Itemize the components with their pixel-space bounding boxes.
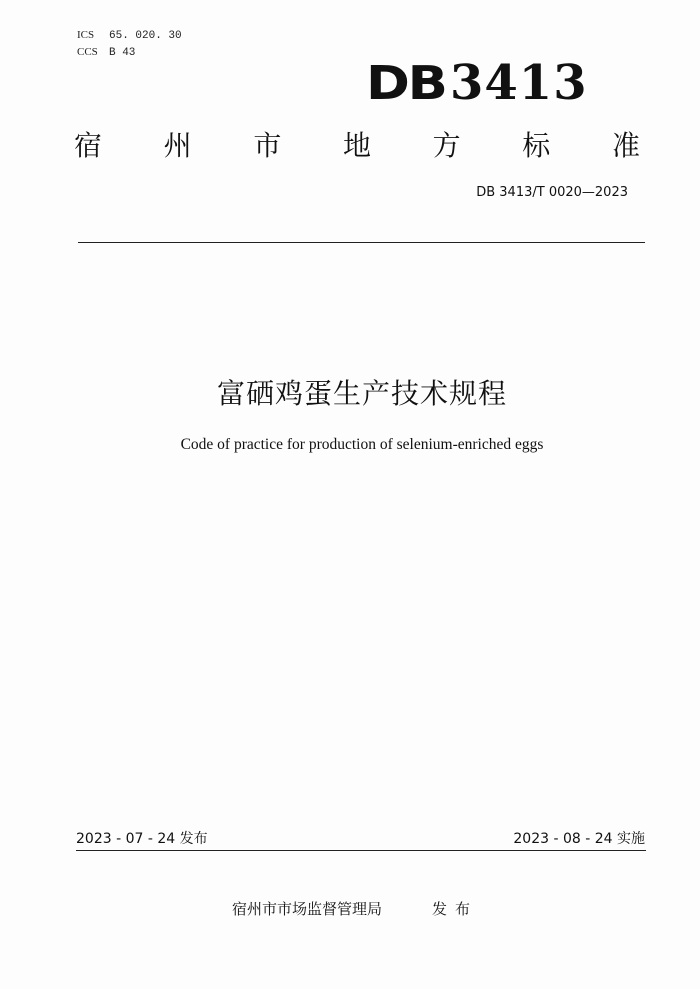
document-title-english: Code of practice for production of selenium-enriched eggs: [180, 436, 544, 453]
ics-value: 65. 020. 30: [109, 30, 182, 42]
ccs-label: CCS: [77, 46, 98, 58]
db-logo-prefix: DB: [366, 56, 446, 110]
issue-date: 2023 - 07 - 24 发布: [76, 831, 208, 847]
standard-type-char: 州: [163, 129, 192, 162]
ics-classification: [77, 29, 182, 42]
standard-type-char: 市: [253, 129, 282, 162]
standard-type-char: 准: [611, 129, 640, 162]
document-title-chinese: 富硒鸡蛋生产技术规程: [216, 377, 507, 410]
ics-label: ICS: [77, 29, 95, 41]
ccs-value: B 43: [109, 47, 136, 59]
bottom-divider: [76, 850, 646, 851]
standard-type-char: 地: [342, 129, 371, 162]
standard-type-char: 方: [432, 129, 461, 162]
implementation-date: 2023 - 08 - 24 实施: [513, 831, 645, 847]
publisher-name: 宿州市市场监督管理局: [232, 900, 383, 918]
standard-type-char: 宿: [74, 129, 103, 162]
db-logo-code: 3413: [450, 55, 588, 111]
db-logo: [366, 54, 588, 111]
top-divider: [78, 242, 645, 243]
standard-type-char: 标: [522, 129, 551, 162]
standard-number: DB 3413/T 0020—2023: [476, 185, 628, 200]
standard-type-heading: [74, 128, 640, 164]
publish-label: 发布: [432, 900, 479, 918]
ccs-classification: [77, 46, 135, 59]
